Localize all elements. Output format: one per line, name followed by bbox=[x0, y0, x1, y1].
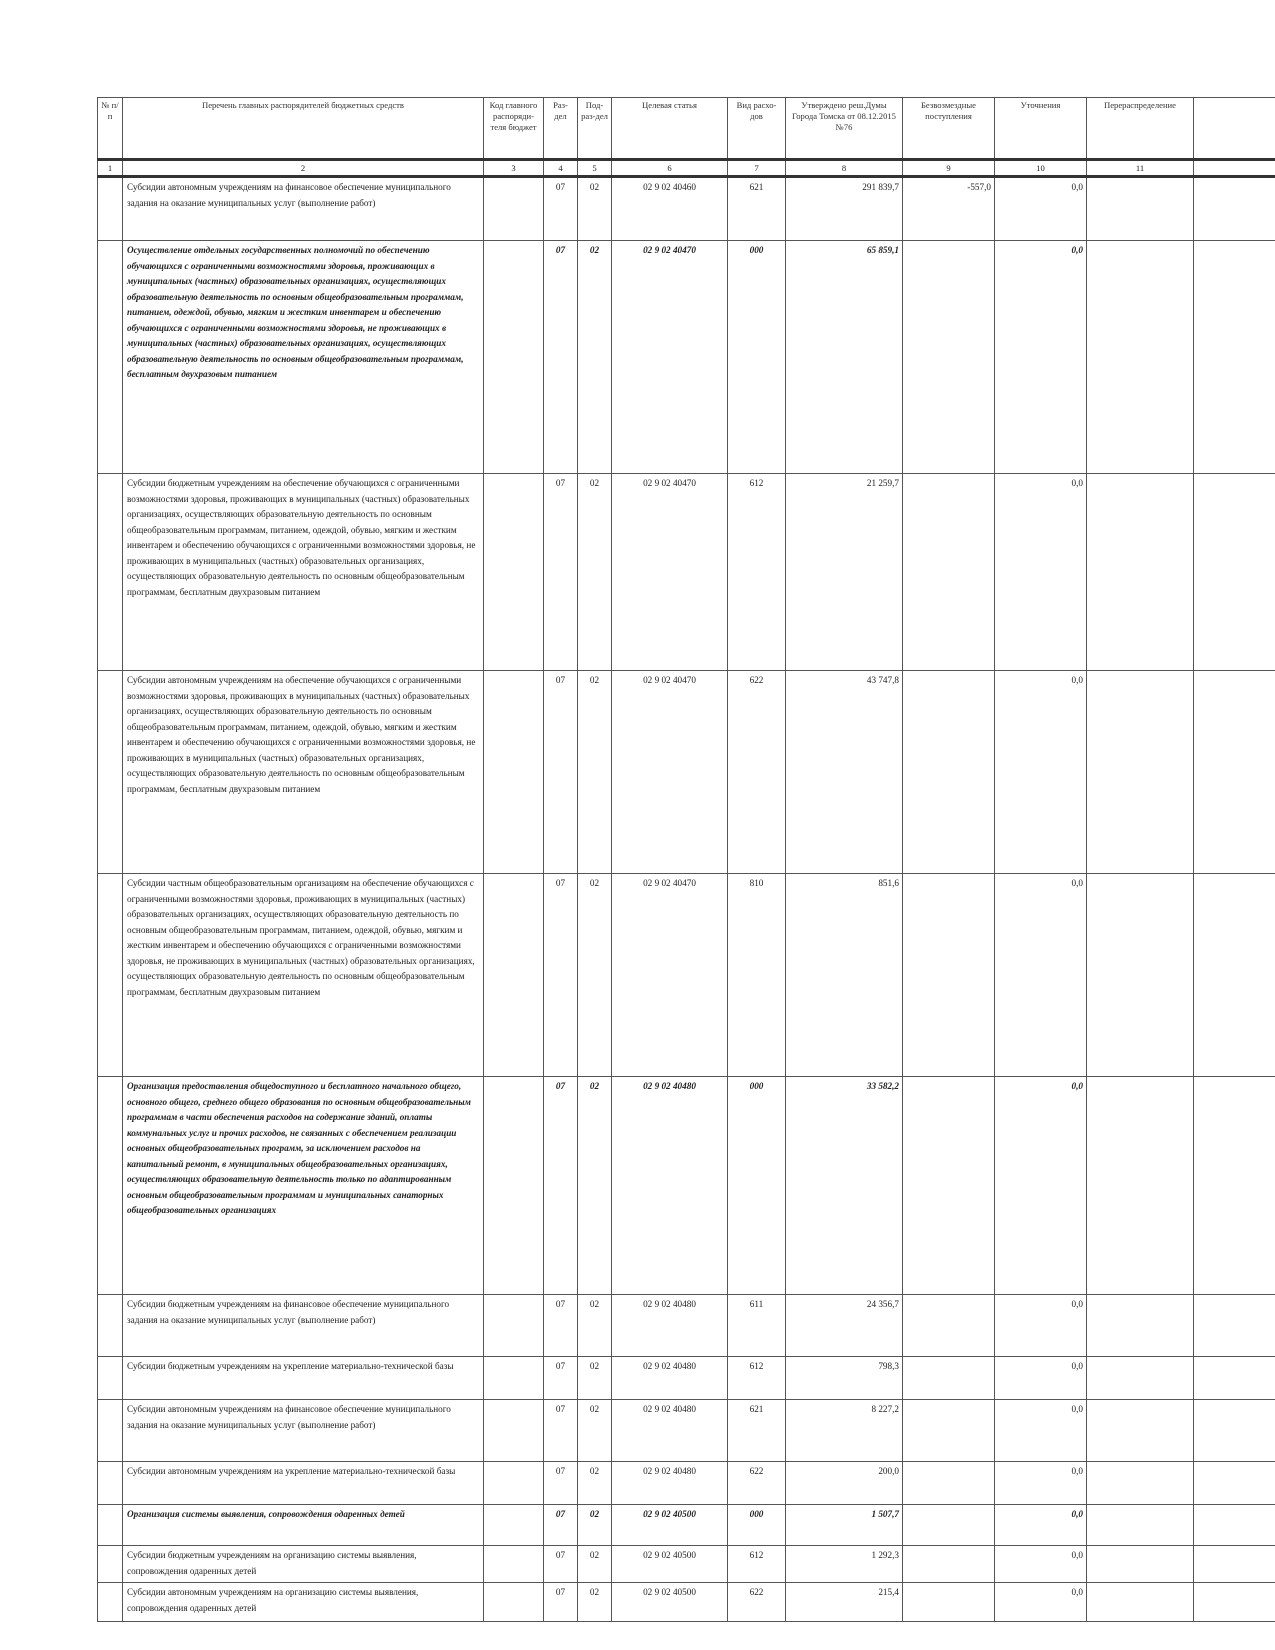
row-vid: 621 bbox=[728, 1400, 786, 1462]
row-bezvozmezdnye bbox=[903, 1546, 995, 1583]
row-bezvozmezdnye bbox=[903, 1357, 995, 1400]
row-podrazdel: 02 bbox=[578, 1546, 612, 1583]
row-razdel: 07 bbox=[544, 1505, 578, 1546]
row-code bbox=[484, 1400, 544, 1462]
row-utverzhdeno: 65 859,1 bbox=[786, 241, 903, 474]
row-extra bbox=[1194, 177, 1275, 241]
row-vid: 000 bbox=[728, 1505, 786, 1546]
row-vid: 622 bbox=[728, 1583, 786, 1622]
row-vid: 612 bbox=[728, 474, 786, 671]
row-bezvozmezdnye: -557,0 bbox=[903, 177, 995, 241]
row-razdel: 07 bbox=[544, 1400, 578, 1462]
row-podrazdel: 02 bbox=[578, 874, 612, 1077]
row-utochneniya: 0,0 bbox=[995, 874, 1087, 1077]
row-code bbox=[484, 671, 544, 874]
row-utverzhdeno: 21 259,7 bbox=[786, 474, 903, 671]
row-razdel: 07 bbox=[544, 1462, 578, 1505]
col-number: 4 bbox=[544, 160, 578, 177]
table-row bbox=[98, 474, 1275, 671]
row-name: Субсидии автономным учреждениям на обеспечение обучающихся с ограниченными возможностями здоровья, проживающих в муниципальных (частных) образовательных организациях, осуществляющих образовательную деятельность по основным общеобразовательным программам, питанием, одеждой, обувью, мягким и жестким инвентарем и обеспечению обучающихся с ограниченными возможностями здоровья, не проживающих в муниципальных (частных) образовательных организациях, осуществляющих образовательную деятельность по основным общеобразовательным программам, бесплатным двухразовым питанием bbox=[123, 671, 484, 874]
row-celevaya: 02 9 02 40470 bbox=[612, 874, 728, 1077]
row-utochneniya: 0,0 bbox=[995, 1546, 1087, 1583]
table-row bbox=[98, 874, 1275, 1077]
row-utverzhdeno: 43 747,8 bbox=[786, 671, 903, 874]
table-row bbox=[98, 1400, 1275, 1462]
row-pereraspredelenie bbox=[1087, 1462, 1194, 1505]
row-utochneniya: 0,0 bbox=[995, 1400, 1087, 1462]
row-utverzhdeno: 1 507,7 bbox=[786, 1505, 903, 1546]
row-utverzhdeno: 8 227,2 bbox=[786, 1400, 903, 1462]
row-vid: 000 bbox=[728, 241, 786, 474]
row-number bbox=[98, 1505, 123, 1546]
col-header-extra bbox=[1194, 98, 1275, 160]
row-utverzhdeno: 851,6 bbox=[786, 874, 903, 1077]
col-number: 1 bbox=[98, 160, 123, 177]
row-extra bbox=[1194, 1583, 1275, 1622]
row-code bbox=[484, 1505, 544, 1546]
row-extra bbox=[1194, 671, 1275, 874]
table-row bbox=[98, 1295, 1275, 1357]
row-extra bbox=[1194, 1400, 1275, 1462]
row-bezvozmezdnye bbox=[903, 1077, 995, 1295]
row-celevaya: 02 9 02 40480 bbox=[612, 1295, 728, 1357]
row-podrazdel: 02 bbox=[578, 1400, 612, 1462]
col-header-name: Перечень главных распорядителей бюджетных средств bbox=[123, 98, 484, 160]
row-utverzhdeno: 291 839,7 bbox=[786, 177, 903, 241]
row-number bbox=[98, 1546, 123, 1583]
row-celevaya: 02 9 02 40500 bbox=[612, 1546, 728, 1583]
row-celevaya: 02 9 02 40470 bbox=[612, 241, 728, 474]
row-number bbox=[98, 1295, 123, 1357]
row-podrazdel: 02 bbox=[578, 177, 612, 241]
row-number bbox=[98, 671, 123, 874]
col-number: 7 bbox=[728, 160, 786, 177]
row-bezvozmezdnye bbox=[903, 474, 995, 671]
row-utverzhdeno: 798,3 bbox=[786, 1357, 903, 1400]
col-number: 2 bbox=[123, 160, 484, 177]
row-utochneniya: 0,0 bbox=[995, 671, 1087, 874]
row-bezvozmezdnye bbox=[903, 671, 995, 874]
row-razdel: 07 bbox=[544, 177, 578, 241]
row-pereraspredelenie bbox=[1087, 241, 1194, 474]
col-number: 6 bbox=[612, 160, 728, 177]
row-utochneniya: 0,0 bbox=[995, 177, 1087, 241]
row-bezvozmezdnye bbox=[903, 1400, 995, 1462]
row-celevaya: 02 9 02 40480 bbox=[612, 1400, 728, 1462]
row-extra bbox=[1194, 874, 1275, 1077]
col-number: 11 bbox=[1087, 160, 1194, 177]
row-number bbox=[98, 177, 123, 241]
row-celevaya: 02 9 02 40470 bbox=[612, 671, 728, 874]
row-name: Субсидии автономным учреждениям на организацию системы выявления, сопровождения одаренных детей bbox=[123, 1583, 484, 1622]
row-utverzhdeno: 215,4 bbox=[786, 1583, 903, 1622]
row-celevaya: 02 9 02 40500 bbox=[612, 1583, 728, 1622]
row-extra bbox=[1194, 241, 1275, 474]
table-header-row bbox=[98, 98, 1275, 160]
row-utochneniya: 0,0 bbox=[995, 1357, 1087, 1400]
row-code bbox=[484, 874, 544, 1077]
row-celevaya: 02 9 02 40460 bbox=[612, 177, 728, 241]
row-number bbox=[98, 1357, 123, 1400]
table-row bbox=[98, 1546, 1275, 1583]
row-pereraspredelenie bbox=[1087, 1400, 1194, 1462]
row-name: Субсидии бюджетным учреждениям на организацию системы выявления, сопровождения одаренных детей bbox=[123, 1546, 484, 1583]
table-row bbox=[98, 1077, 1275, 1295]
row-razdel: 07 bbox=[544, 474, 578, 671]
row-name: Субсидии бюджетным учреждениям на финансовое обеспечение муниципального задания на оказание муниципальных услуг (выполнение работ) bbox=[123, 1295, 484, 1357]
col-header-pereraspredelenie: Перераспределение bbox=[1087, 98, 1194, 160]
row-utverzhdeno: 200,0 bbox=[786, 1462, 903, 1505]
row-name: Организация предоставления общедоступного и бесплатного начального общего, основного общего, среднего общего образования по основным общеобразовательным программам в части обеспечения расходов на содержание зданий, оплаты коммунальных услуг и прочих расходов, не связанных с обеспечением реализации основных общеобразовательных программ, за исключением расходов на капитальный ремонт, в муниципальных общеобразовательных организациях, осуществляющих образовательную деятельность только по адаптированным основным общеобразовательным программам и муниципальных санаторных общеобразовательных организациях bbox=[123, 1077, 484, 1295]
row-extra bbox=[1194, 1505, 1275, 1546]
col-number: 3 bbox=[484, 160, 544, 177]
col-number: 8 bbox=[786, 160, 903, 177]
row-code bbox=[484, 177, 544, 241]
row-extra bbox=[1194, 474, 1275, 671]
row-extra bbox=[1194, 1462, 1275, 1505]
row-vid: 611 bbox=[728, 1295, 786, 1357]
col-header-vid: Вид расхо-дов bbox=[728, 98, 786, 160]
table-row bbox=[98, 1357, 1275, 1400]
row-podrazdel: 02 bbox=[578, 1295, 612, 1357]
row-utochneniya: 0,0 bbox=[995, 1505, 1087, 1546]
table-row bbox=[98, 177, 1275, 241]
row-code bbox=[484, 474, 544, 671]
row-podrazdel: 02 bbox=[578, 671, 612, 874]
row-podrazdel: 02 bbox=[578, 1505, 612, 1546]
row-code bbox=[484, 1546, 544, 1583]
col-header-utverzhdeno: Утверждено реш.Думы Города Томска от 08.12.2015 №76 bbox=[786, 98, 903, 160]
row-code bbox=[484, 241, 544, 474]
row-razdel: 07 bbox=[544, 241, 578, 474]
row-extra bbox=[1194, 1077, 1275, 1295]
table-row bbox=[98, 1505, 1275, 1546]
row-name: Осуществление отдельных государственных полномочий по обеспечению обучающихся с ограниченными возможностями здоровья, проживающих в муниципальных (частных) образовательных организациях, осуществляющих образовательную деятельность по основным общеобразовательным программам, питанием, одеждой, обувью, мягким и жестким инвентарем и обеспечению обучающихся с ограниченными возможностями здоровья, не проживающих в муниципальных (частных) образовательных организациях, осуществляющих образовательную деятельность по основным общеобразовательным программам, бесплатным двухразовым питанием bbox=[123, 241, 484, 474]
row-extra bbox=[1194, 1357, 1275, 1400]
row-name: Субсидии бюджетным учреждениям на обеспечение обучающихся с ограниченными возможностями здоровья, проживающих в муниципальных (частных) образовательных организациях, осуществляющих образовательную деятельность по основным общеобразовательным программам, питанием, одеждой, обувью, мягким и жестким инвентарем и обеспечению обучающихся с ограниченными возможностями здоровья, не проживающих в муниципальных (частных) образовательных организациях, осуществляющих образовательную деятельность по основным общеобразовательным программам, бесплатным двухразовым питанием bbox=[123, 474, 484, 671]
row-celevaya: 02 9 02 40480 bbox=[612, 1357, 728, 1400]
row-vid: 622 bbox=[728, 671, 786, 874]
row-razdel: 07 bbox=[544, 1077, 578, 1295]
col-header-celevaya: Целевая статья bbox=[612, 98, 728, 160]
row-utochneniya: 0,0 bbox=[995, 1462, 1087, 1505]
row-pereraspredelenie bbox=[1087, 1505, 1194, 1546]
row-code bbox=[484, 1583, 544, 1622]
table-row bbox=[98, 1583, 1275, 1622]
row-podrazdel: 02 bbox=[578, 1077, 612, 1295]
table-row bbox=[98, 241, 1275, 474]
row-celevaya: 02 9 02 40470 bbox=[612, 474, 728, 671]
row-pereraspredelenie bbox=[1087, 474, 1194, 671]
row-pereraspredelenie bbox=[1087, 671, 1194, 874]
row-number bbox=[98, 1462, 123, 1505]
row-pereraspredelenie bbox=[1087, 874, 1194, 1077]
col-number: 9 bbox=[903, 160, 995, 177]
row-razdel: 07 bbox=[544, 671, 578, 874]
col-number bbox=[1194, 160, 1275, 177]
row-number bbox=[98, 1583, 123, 1622]
row-pereraspredelenie bbox=[1087, 1357, 1194, 1400]
row-extra bbox=[1194, 1295, 1275, 1357]
row-razdel: 07 bbox=[544, 1295, 578, 1357]
row-name: Субсидии бюджетным учреждениям на укрепление материально-технической базы bbox=[123, 1357, 484, 1400]
column-number-row bbox=[98, 160, 1275, 177]
table-row bbox=[98, 1462, 1275, 1505]
row-razdel: 07 bbox=[544, 874, 578, 1077]
row-podrazdel: 02 bbox=[578, 474, 612, 671]
row-utverzhdeno: 1 292,3 bbox=[786, 1546, 903, 1583]
row-name: Субсидии автономным учреждениям на укрепление материально-технической базы bbox=[123, 1462, 484, 1505]
row-pereraspredelenie bbox=[1087, 1077, 1194, 1295]
row-name: Субсидии автономным учреждениям на финансовое обеспечение муниципального задания на оказание муниципальных услуг (выполнение работ) bbox=[123, 177, 484, 241]
row-bezvozmezdnye bbox=[903, 1505, 995, 1546]
row-name: Организация системы выявления, сопровождения одаренных детей bbox=[123, 1505, 484, 1546]
col-header-num: № п/п bbox=[98, 98, 123, 160]
row-number bbox=[98, 1077, 123, 1295]
row-vid: 000 bbox=[728, 1077, 786, 1295]
col-header-utochneniya: Уточнения bbox=[995, 98, 1087, 160]
row-utochneniya: 0,0 bbox=[995, 241, 1087, 474]
row-utochneniya: 0,0 bbox=[995, 1583, 1087, 1622]
row-utverzhdeno: 24 356,7 bbox=[786, 1295, 903, 1357]
col-header-bezvozmezdnye: Безвозмездные поступления bbox=[903, 98, 995, 160]
row-utochneniya: 0,0 bbox=[995, 474, 1087, 671]
col-header-code: Код главного распоряди-теля бюджет bbox=[484, 98, 544, 160]
row-extra bbox=[1194, 1546, 1275, 1583]
row-number bbox=[98, 474, 123, 671]
row-number bbox=[98, 241, 123, 474]
row-celevaya: 02 9 02 40480 bbox=[612, 1077, 728, 1295]
row-utverzhdeno: 33 582,2 bbox=[786, 1077, 903, 1295]
col-number: 5 bbox=[578, 160, 612, 177]
row-bezvozmezdnye bbox=[903, 1462, 995, 1505]
row-vid: 612 bbox=[728, 1546, 786, 1583]
row-name: Субсидии частным общеобразовательным организациям на обеспечение обучающихся с ограниченными возможностями здоровья, проживающих в муниципальных (частных) образовательных организациях, осуществляющих образовательную деятельность по основным общеобразовательным программам, питанием, одеждой, обувью, мягким и жестким инвентарем и обеспечению обучающихся с ограниченными возможностями здоровья, не проживающих в муниципальных (частных) образовательных организациях, осуществляющих образовательную деятельность по основным общеобразовательным программам, бесплатным двухразовым питанием bbox=[123, 874, 484, 1077]
row-bezvozmezdnye bbox=[903, 241, 995, 474]
row-utochneniya: 0,0 bbox=[995, 1295, 1087, 1357]
col-number: 10 bbox=[995, 160, 1087, 177]
row-pereraspredelenie bbox=[1087, 177, 1194, 241]
row-vid: 622 bbox=[728, 1462, 786, 1505]
row-vid: 621 bbox=[728, 177, 786, 241]
row-code bbox=[484, 1357, 544, 1400]
row-podrazdel: 02 bbox=[578, 241, 612, 474]
row-vid: 810 bbox=[728, 874, 786, 1077]
row-bezvozmezdnye bbox=[903, 1583, 995, 1622]
row-code bbox=[484, 1462, 544, 1505]
row-celevaya: 02 9 02 40480 bbox=[612, 1462, 728, 1505]
row-razdel: 07 bbox=[544, 1357, 578, 1400]
row-code bbox=[484, 1295, 544, 1357]
row-bezvozmezdnye bbox=[903, 1295, 995, 1357]
budget-table bbox=[97, 97, 1275, 1622]
row-code bbox=[484, 1077, 544, 1295]
table-row bbox=[98, 671, 1275, 874]
row-bezvozmezdnye bbox=[903, 874, 995, 1077]
row-number bbox=[98, 874, 123, 1077]
row-utochneniya: 0,0 bbox=[995, 1077, 1087, 1295]
row-pereraspredelenie bbox=[1087, 1546, 1194, 1583]
row-number bbox=[98, 1400, 123, 1462]
row-name: Субсидии автономным учреждениям на финансовое обеспечение муниципального задания на оказание муниципальных услуг (выполнение работ) bbox=[123, 1400, 484, 1462]
row-pereraspredelenie bbox=[1087, 1295, 1194, 1357]
budget-table-sheet bbox=[97, 97, 1275, 1622]
row-razdel: 07 bbox=[544, 1546, 578, 1583]
row-celevaya: 02 9 02 40500 bbox=[612, 1505, 728, 1546]
row-podrazdel: 02 bbox=[578, 1583, 612, 1622]
row-vid: 612 bbox=[728, 1357, 786, 1400]
row-podrazdel: 02 bbox=[578, 1462, 612, 1505]
col-header-podrazdel: Под-раз-дел bbox=[578, 98, 612, 160]
col-header-razdel: Раз-дел bbox=[544, 98, 578, 160]
row-podrazdel: 02 bbox=[578, 1357, 612, 1400]
row-pereraspredelenie bbox=[1087, 1583, 1194, 1622]
row-razdel: 07 bbox=[544, 1583, 578, 1622]
